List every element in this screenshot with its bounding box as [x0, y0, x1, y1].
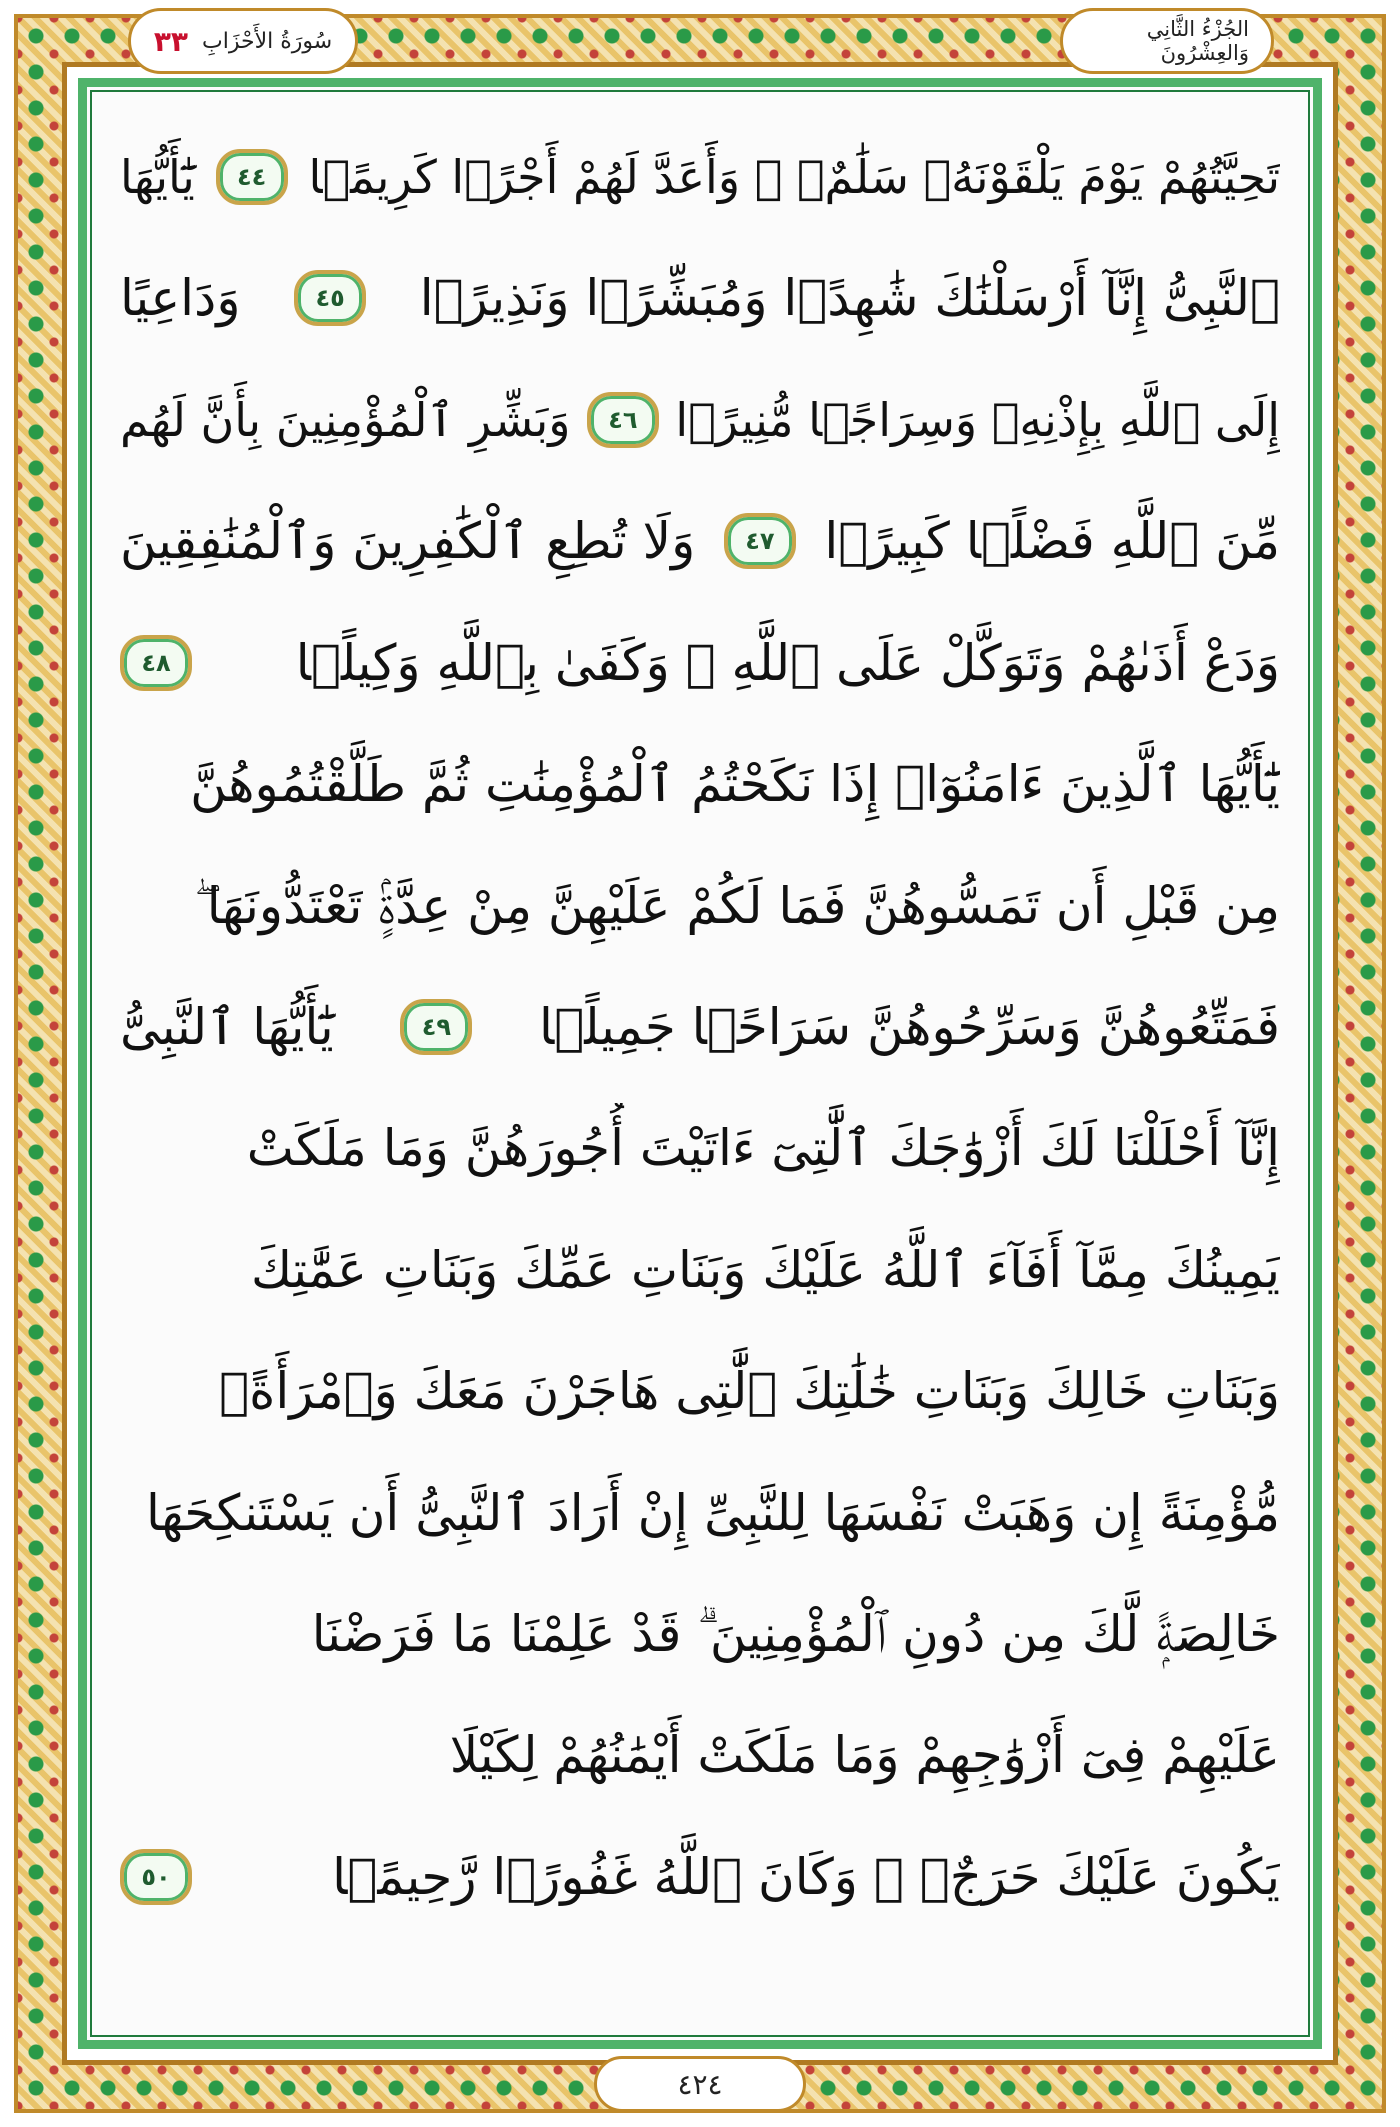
- text-line: [120, 253, 1280, 343]
- ayah-number-marker: ٤٤: [216, 149, 288, 205]
- ayah-number-marker: ٤٥: [294, 270, 366, 326]
- verse-text: يَٰٓأَيُّهَا ٱلَّذِينَ ءَامَنُوٓا۟ إِذَا نَكَحْتُمُ ٱلْمُؤْمِنَٰتِ ثُمَّ طَلَّقْتُمُوهُنَّ: [190, 755, 1280, 814]
- text-line: [120, 1589, 1280, 1679]
- verse-text: يَمِينُكَ مِمَّآ أَفَآءَ ٱللَّهُ عَلَيْكَ وَبَنَاتِ عَمِّكَ وَبَنَاتِ عَمَّٰتِكَ: [250, 1240, 1280, 1299]
- text-line: [120, 861, 1280, 951]
- page-number: ٤٢٤: [594, 2056, 806, 2112]
- verse-text: وَدَاعِيًا: [120, 269, 241, 328]
- juz-label: الجُزْءُ الثَّانِي وَالعِشْرُونَ: [1146, 17, 1249, 65]
- verse-text: إِنَّآ أَحْلَلْنَا لَكَ أَزْوَٰجَكَ ٱلَّٰتِىٓ ءَاتَيْتَ أُجُورَهُنَّ وَمَا مَلَكَتْ: [246, 1119, 1280, 1178]
- text-line: [120, 1832, 1280, 1922]
- surah-name: سُورَةُ الأَحْزَابِ: [202, 28, 333, 54]
- verse-text: تَحِيَّتُهُمْ يَوْمَ يَلْقَوْنَهُۥ سَلَٰمٌۭ ۚ وَأَعَدَّ لَهُمْ أَجْرًۭا كَرِيمًۭا: [308, 150, 1280, 204]
- text-line: [120, 375, 1280, 465]
- juz-header: [1060, 8, 1274, 74]
- text-line: [120, 982, 1280, 1072]
- verse-text: ٱلنَّبِىُّ إِنَّآ أَرْسَلْنَٰكَ شَٰهِدًۭا وَمُبَشِّرًۭا وَنَذِيرًۭا: [419, 269, 1280, 328]
- quran-text: [120, 132, 1280, 1922]
- surah-number: ٣٣: [153, 24, 189, 58]
- ayah-number-marker: ٤٧: [724, 513, 796, 569]
- ayah-number-marker: ٤٩: [400, 999, 472, 1055]
- text-line: [120, 1225, 1280, 1315]
- ayah-number-marker: ٤٨: [120, 635, 192, 691]
- verse-text: مِن قَبْلِ أَن تَمَسُّوهُنَّ فَمَا لَكُمْ عَلَيْهِنَّ مِنْ عِدَّةٍۢ تَعْتَدُّونَهَا ۖ: [194, 876, 1280, 935]
- verse-text: خَالِصَةًۭ لَّكَ مِن دُونِ ٱلْمُؤْمِنِينَ ۗ قَدْ عَلِمْنَا مَا فَرَضْنَا: [311, 1605, 1280, 1664]
- text-line: [120, 739, 1280, 829]
- surah-header: [128, 8, 358, 74]
- text-line: [120, 618, 1280, 708]
- text-line: [120, 1468, 1280, 1558]
- verse-text: يَٰٓأَيُّهَا: [120, 150, 195, 204]
- verse-text: يَكُونَ عَلَيْكَ حَرَجٌۭ ۗ وَكَانَ ٱللَّهُ غَفُورًۭا رَّحِيمًۭا: [332, 1847, 1280, 1906]
- verse-text: وَلَا تُطِعِ ٱلْكَٰفِرِينَ وَٱلْمُنَٰفِقِينَ: [120, 512, 696, 571]
- ayah-number-marker: ٤٦: [587, 392, 659, 448]
- verse-text: عَلَيْهِمْ فِىٓ أَزْوَٰجِهِمْ وَمَا مَلَكَتْ أَيْمَٰنُهُمْ لِكَيْلَا: [449, 1726, 1280, 1785]
- text-line: [120, 132, 1280, 222]
- text-line: [120, 1710, 1280, 1800]
- verse-text: مُّؤْمِنَةً إِن وَهَبَتْ نَفْسَهَا لِلنَّبِىِّ إِنْ أَرَادَ ٱلنَّبِىُّ أَن يَسْتَنكِحَهَا: [145, 1483, 1280, 1542]
- text-line: [120, 1103, 1280, 1193]
- text-line: [120, 496, 1280, 586]
- verse-text: فَمَتِّعُوهُنَّ وَسَرِّحُوهُنَّ سَرَاحًۭا جَمِيلًۭا: [539, 997, 1280, 1056]
- verse-text: يَٰٓأَيُّهَا ٱلنَّبِىُّ: [120, 997, 334, 1056]
- verse-text: إِلَى ٱللَّهِ بِإِذْنِهِۦ وَسِرَاجًۭا مُّنِيرًۭا: [675, 392, 1280, 447]
- ayah-number-marker: ٥٠: [120, 1849, 192, 1905]
- text-line: [120, 1346, 1280, 1436]
- verse-text: مِّنَ ٱللَّهِ فَضْلًۭا كَبِيرًۭا: [824, 512, 1280, 571]
- verse-text: وَدَعْ أَذَىٰهُمْ وَتَوَكَّلْ عَلَى ٱللَّهِ ۚ وَكَفَىٰ بِٱللَّهِ وَكِيلًۭا: [295, 633, 1280, 692]
- verse-text: وَبَنَاتِ خَالِكَ وَبَنَاتِ خَٰلَٰتِكَ ٱلَّٰتِى هَاجَرْنَ مَعَكَ وَٱمْرَأَةًۭ: [219, 1362, 1280, 1421]
- verse-text: وَبَشِّرِ ٱلْمُؤْمِنِينَ بِأَنَّ لَهُم: [120, 392, 571, 447]
